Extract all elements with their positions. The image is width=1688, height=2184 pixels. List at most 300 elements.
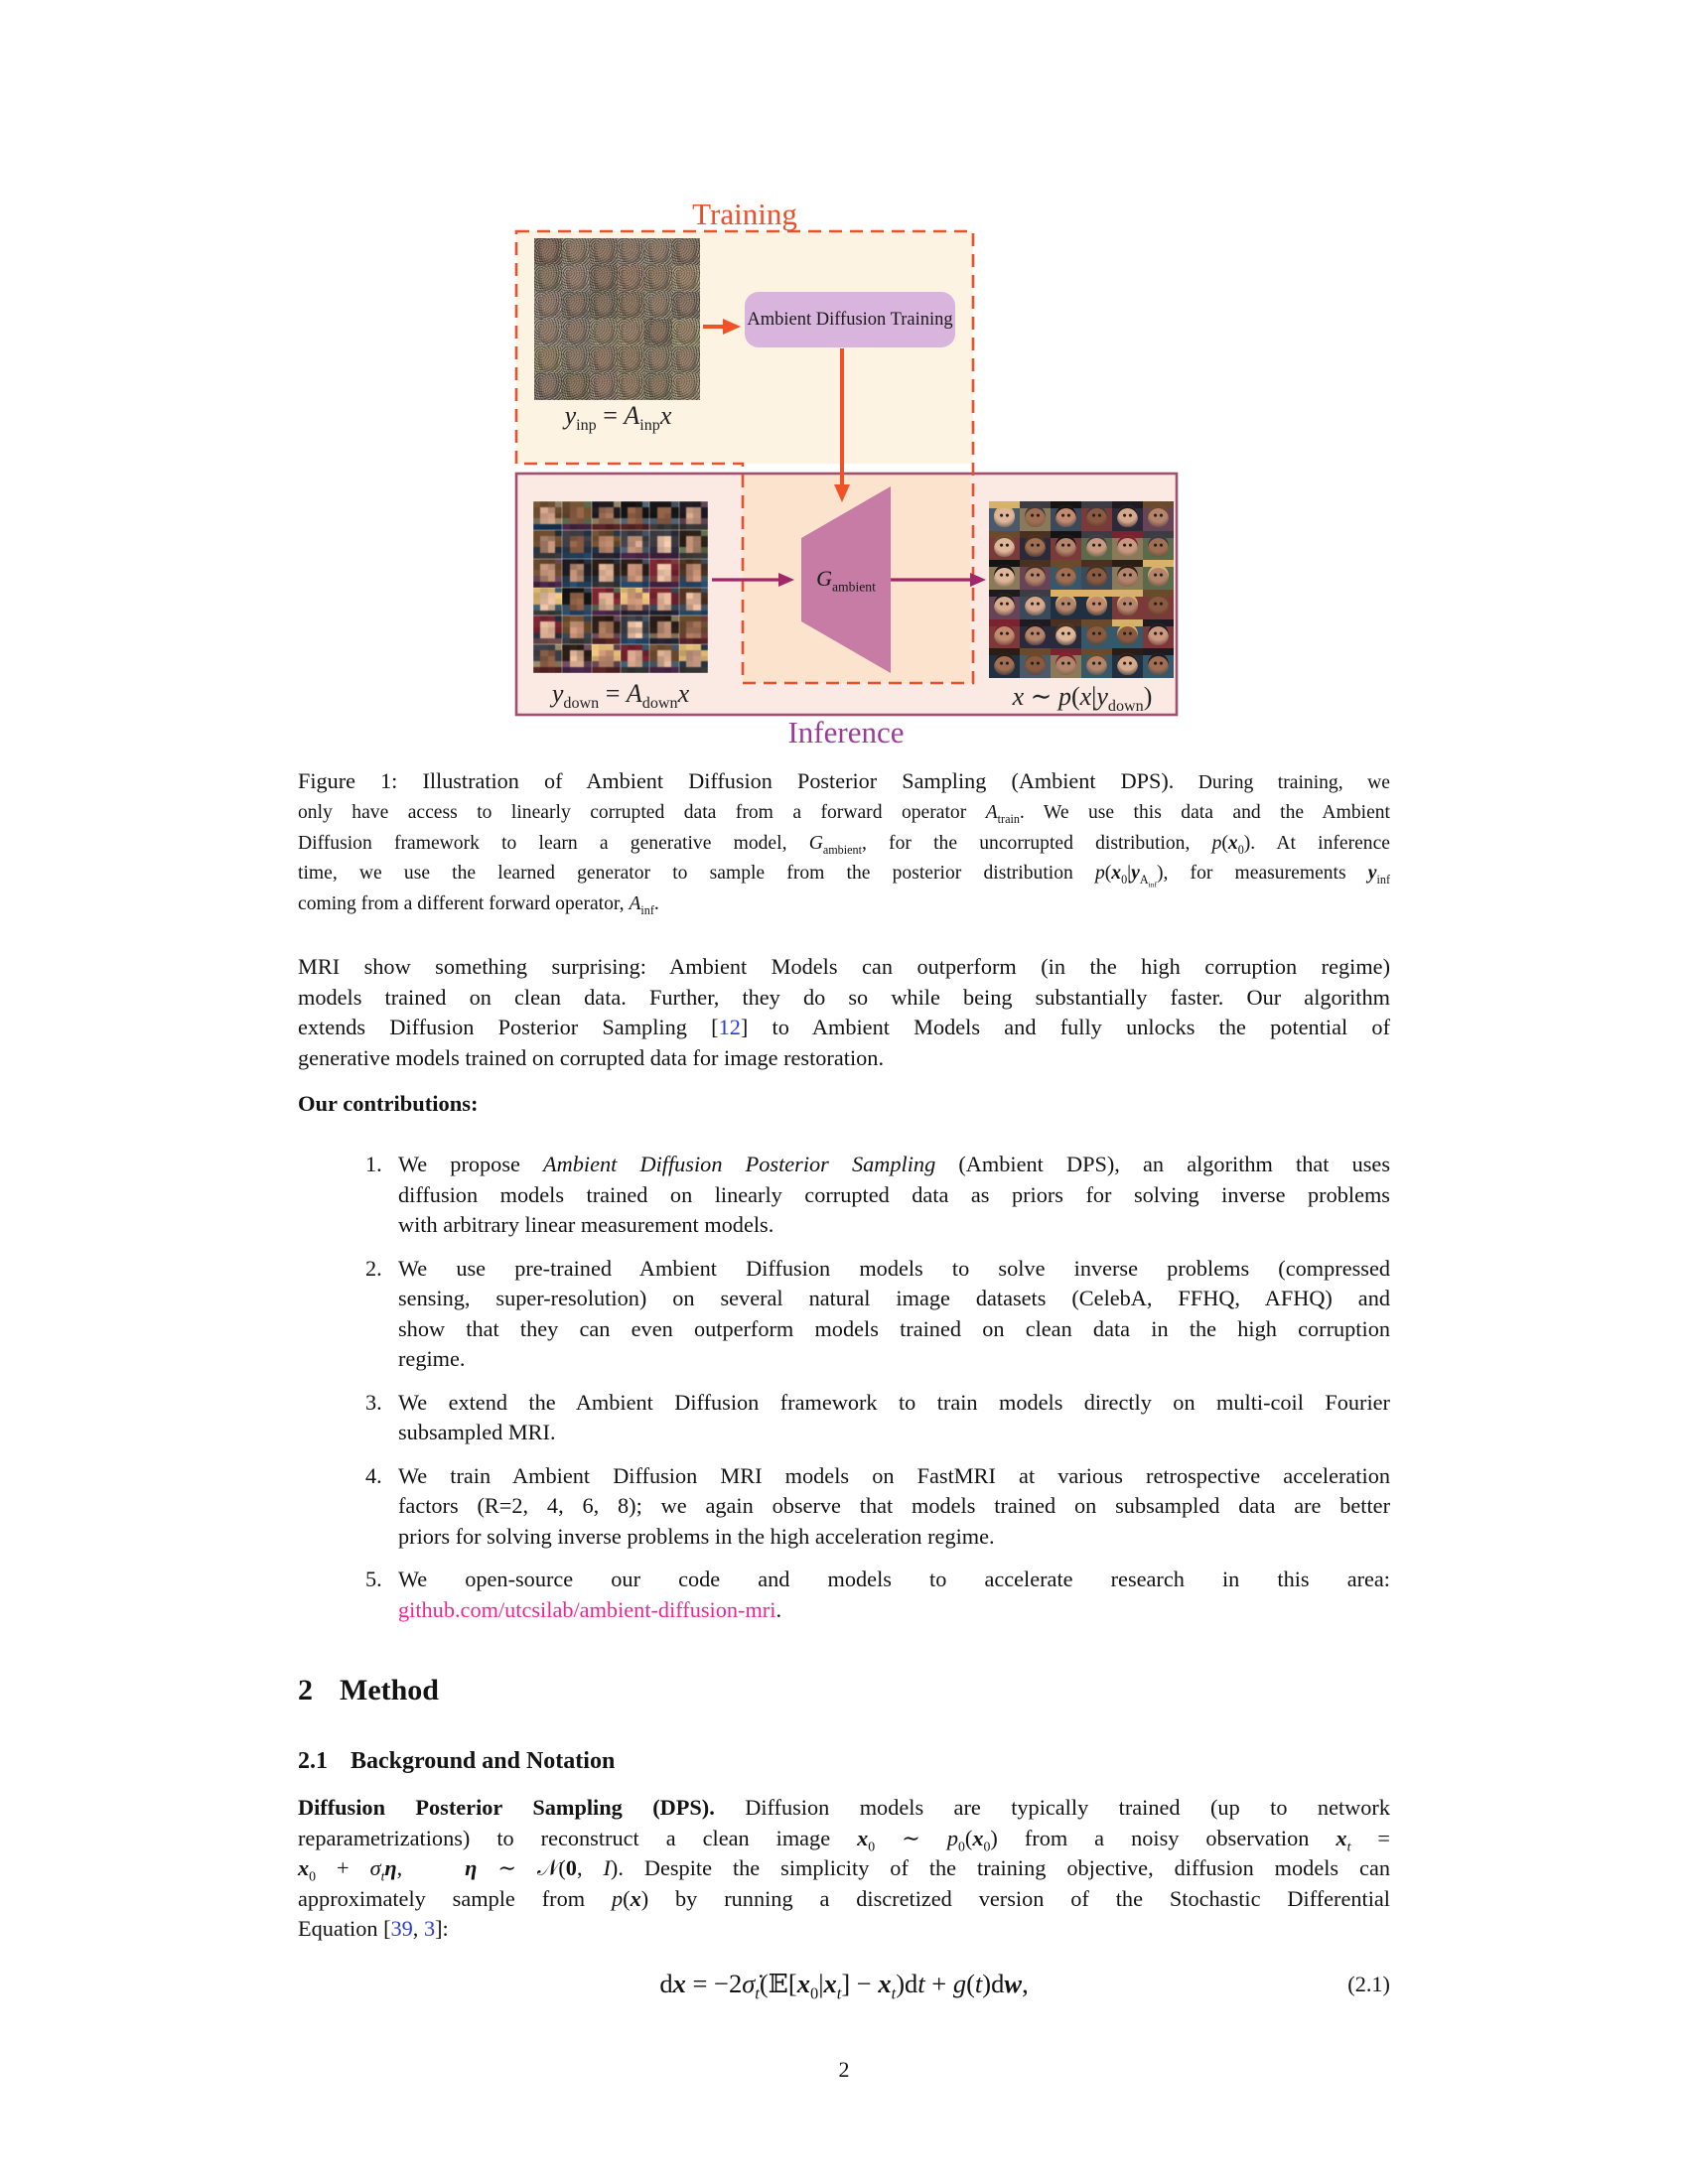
- face-tile: [649, 615, 678, 644]
- face-tile: [649, 588, 678, 616]
- list-item: [365, 1565, 1390, 1625]
- clean-face: [1148, 653, 1168, 675]
- list-item: [365, 1254, 1390, 1375]
- ambient-diffusion-training-box: [745, 292, 955, 347]
- face-tile: [621, 644, 649, 673]
- section-title: Method: [340, 1674, 439, 1706]
- face-tile: [1143, 619, 1174, 649]
- face-tile: [989, 619, 1020, 649]
- list-item: [365, 1150, 1390, 1241]
- face-tile: [562, 346, 590, 373]
- face-tile: [592, 615, 621, 644]
- clean-face: [1086, 505, 1106, 527]
- face-tile: [679, 615, 708, 644]
- pixel-block: [657, 667, 664, 673]
- face-tile: [1112, 648, 1143, 678]
- text-line: MRI show something surprising: Ambient Models can outperform (in the high corruption regime): [298, 954, 1390, 979]
- ghost-face: [566, 322, 586, 344]
- face-tile: [644, 292, 672, 319]
- list-item-number: 1.: [365, 1152, 382, 1176]
- pixelated-face: [679, 588, 708, 616]
- face-tile: [618, 373, 645, 400]
- pixelated-face: [679, 501, 708, 530]
- inpainted-training-images: [534, 238, 700, 400]
- pixel-block: [686, 667, 693, 673]
- posterior-sample-images: [989, 501, 1174, 678]
- inference-label: Inference: [787, 715, 905, 750]
- pixelated-face: [592, 644, 621, 673]
- text-line: factors (R=2, 4, 6, 8); we again observe that models trained on subsampled data are better: [398, 1493, 1390, 1518]
- figure-1: [496, 189, 1192, 764]
- face-tile: [592, 588, 621, 616]
- ghost-face: [676, 267, 696, 290]
- clean-face: [1086, 535, 1106, 557]
- clean-face: [1148, 505, 1168, 527]
- face-tile: [1081, 501, 1112, 531]
- pixelated-face: [621, 559, 649, 588]
- subsection-title: Background and Notation: [351, 1748, 616, 1774]
- face-tile: [989, 590, 1020, 619]
- face-tile: [644, 265, 672, 292]
- face-tile: [590, 346, 618, 373]
- face-tile: [1081, 648, 1112, 678]
- face-tile: [618, 346, 645, 373]
- pixelated-face: [592, 588, 621, 616]
- clean-face: [994, 594, 1014, 615]
- pixel-block: [540, 667, 547, 673]
- pixelated-face: [679, 615, 708, 644]
- ghost-face: [566, 267, 586, 290]
- clean-face: [1148, 565, 1168, 587]
- face-tile: [679, 559, 708, 588]
- page-number: 2: [838, 2057, 850, 2082]
- clean-face: [994, 653, 1014, 675]
- face-tile: [562, 501, 591, 530]
- pixelated-face: [533, 615, 562, 644]
- list-item-number: 2.: [365, 1255, 382, 1281]
- subsection-number: 2.1: [298, 1748, 328, 1774]
- figure-caption: [298, 766, 1390, 919]
- text-line: time, we use the learned generator to sample from the posterior distribution $p(x_0|y_{A_{inf}})$, for measurements $y_{inf}$: [298, 863, 1390, 889]
- ghost-face: [676, 322, 696, 344]
- pixelated-face: [592, 615, 621, 644]
- face-tile: [533, 615, 562, 644]
- face-tile: [679, 530, 708, 559]
- pixelated-face: [562, 501, 591, 530]
- face-tile: [1081, 590, 1112, 619]
- face-tile: [1051, 648, 1081, 678]
- ghost-face: [566, 348, 586, 371]
- clean-face: [1148, 594, 1168, 615]
- text-line: show that they can even outperform models trained on clean data in the high corruption: [398, 1315, 1390, 1341]
- section-heading-method: [298, 1674, 1390, 1707]
- clean-face: [1086, 623, 1106, 645]
- face-tile: [562, 559, 591, 588]
- text-line: We open-source our code and models to accelerate research in this area:: [398, 1567, 1390, 1591]
- pixel-block: [592, 667, 599, 673]
- pixelated-face: [592, 559, 621, 588]
- face-tile: [644, 373, 672, 400]
- face-tile: [533, 530, 562, 559]
- pixel-block: [570, 667, 577, 673]
- training-measurement-equation: $y_{inp} = A_{inp}x$: [564, 401, 672, 435]
- pixel-block: [577, 667, 584, 673]
- text-line: priors for solving inverse problems in the high acceleration regime.: [398, 1523, 995, 1549]
- ghost-face: [621, 267, 640, 290]
- ghost-face: [621, 295, 640, 318]
- clean-face: [1148, 623, 1168, 645]
- ghost-face: [566, 240, 586, 263]
- list-item: [365, 1461, 1390, 1553]
- face-tile: [649, 501, 678, 530]
- face-tile: [562, 588, 591, 616]
- pixel-block: [555, 667, 562, 673]
- face-tile: [672, 319, 700, 345]
- pixelated-face: [592, 501, 621, 530]
- face-tile: [534, 319, 562, 345]
- clean-face: [1055, 594, 1075, 615]
- face-tile: [1020, 590, 1051, 619]
- face-tile: [1112, 560, 1143, 590]
- clean-face: [1055, 623, 1075, 645]
- ghost-face: [676, 240, 696, 263]
- text-line: Diffusion Posterior Sampling (DPS). Diffusion models are typically trained (up to network: [298, 1795, 1390, 1820]
- face-tile: [672, 346, 700, 373]
- pixelated-face: [621, 588, 649, 616]
- face-tile: [618, 292, 645, 319]
- ghost-face: [648, 267, 668, 290]
- text-line: regime.: [398, 1346, 466, 1371]
- pixelated-face: [533, 559, 562, 588]
- posterior-sample-equation: x ∼ $p(x|y_{down})$: [1012, 682, 1153, 716]
- face-tile: [618, 319, 645, 345]
- equation-2-1: [298, 1969, 1390, 2003]
- face-tile: [562, 319, 590, 345]
- pixel-block: [635, 667, 642, 673]
- face-tile: [621, 559, 649, 588]
- generator-label: $G_{ambient}$: [816, 566, 876, 595]
- pixelated-face: [562, 588, 591, 616]
- clean-face: [1055, 565, 1075, 587]
- clean-face: [1025, 653, 1045, 675]
- pixel-block: [701, 667, 708, 673]
- face-tile: [1051, 501, 1081, 531]
- ghost-face: [594, 267, 614, 290]
- text-line: only have access to linearly corrupted data from a forward operator $A_{train}$. We use this data and the Ambient: [298, 802, 1391, 827]
- ghost-face: [648, 240, 668, 263]
- pixel-block: [599, 667, 606, 673]
- text-line: github.com/utcsilab/ambient-diffusion-mri.: [398, 1596, 782, 1622]
- dps-paragraph: [298, 1793, 1390, 1945]
- pixel-block: [562, 667, 569, 673]
- citation-link-39[interactable]: 39: [390, 1916, 413, 1941]
- caption-bold-sentence: Figure 1: Illustration of Ambient Diffusion Posterior Sampling (Ambient DPS).: [298, 768, 1175, 793]
- face-tile: [672, 238, 700, 265]
- face-tile: [562, 265, 590, 292]
- face-tile: [679, 501, 708, 530]
- face-tile: [649, 559, 678, 588]
- pixel-block: [642, 667, 649, 673]
- face-tile: [1112, 590, 1143, 619]
- ghost-face: [676, 348, 696, 371]
- pixel-block: [614, 667, 621, 673]
- contributions-list: [298, 1150, 1390, 1638]
- face-tile: [989, 648, 1020, 678]
- face-tile: [562, 530, 591, 559]
- face-tile: [672, 373, 700, 400]
- pixelated-face: [533, 644, 562, 673]
- face-tile: [592, 644, 621, 673]
- clean-face: [1055, 653, 1075, 675]
- face-tile: [679, 644, 708, 673]
- face-tile: [1051, 619, 1081, 649]
- list-item-number: 4.: [365, 1462, 382, 1488]
- face-tile: [644, 346, 672, 373]
- face-tile: [1020, 531, 1051, 561]
- pixelated-face: [621, 615, 649, 644]
- face-tile: [989, 501, 1020, 531]
- clean-face: [1025, 565, 1045, 587]
- ghost-face: [538, 240, 558, 263]
- clean-face: [1025, 623, 1045, 645]
- face-tile: [1143, 648, 1174, 678]
- pixelated-face: [679, 559, 708, 588]
- pixelated-face: [649, 501, 678, 530]
- ambient-diffusion-training-label: Ambient Diffusion Training: [747, 309, 953, 330]
- pixelated-face: [533, 530, 562, 559]
- list-item-number: 3.: [365, 1389, 382, 1415]
- pixelated-face: [533, 588, 562, 616]
- clean-face: [994, 623, 1014, 645]
- face-tile: [621, 615, 649, 644]
- face-tile: [621, 530, 649, 559]
- face-tile: [644, 238, 672, 265]
- training-label: Training: [692, 197, 797, 231]
- ghost-face: [594, 240, 614, 263]
- ghost-face: [648, 348, 668, 371]
- citation-link-3[interactable]: 3: [423, 1916, 436, 1941]
- face-tile: [649, 644, 678, 673]
- face-tile: [1020, 619, 1051, 649]
- text-line: diffusion models trained on linearly corrupted data as priors for solving inverse problems: [398, 1181, 1390, 1207]
- ghost-face: [538, 267, 558, 290]
- face-tile: [533, 559, 562, 588]
- clean-face: [994, 535, 1014, 557]
- ghost-face: [566, 295, 586, 318]
- pixelated-face: [649, 615, 678, 644]
- equation-body: dx = $-2\sigmȧ_t(𝔼[x_0|x_t] - x_t)dt + g(t)dw$,: [659, 1969, 1029, 2003]
- face-tile: [562, 615, 591, 644]
- ghost-face: [648, 322, 668, 344]
- face-tile: [590, 373, 618, 400]
- face-tile: [989, 531, 1020, 561]
- text-line: We extend the Ambient Diffusion framework to train models directly on multi-coil Fourier: [398, 1389, 1390, 1415]
- face-tile: [621, 588, 649, 616]
- face-tile: [1081, 619, 1112, 649]
- ghost-face: [594, 322, 614, 344]
- text-line: subsampled MRI.: [398, 1420, 556, 1444]
- text-line: with arbitrary linear measurement models.: [398, 1212, 774, 1237]
- face-tile: [534, 346, 562, 373]
- text-line: Equation [39, 3]:: [298, 1916, 449, 1941]
- pixelated-face: [679, 530, 708, 559]
- face-tile: [644, 319, 672, 345]
- face-tile: [562, 292, 590, 319]
- ghost-face: [676, 295, 696, 318]
- face-tile: [1051, 531, 1081, 561]
- ghost-face: [594, 295, 614, 318]
- pixelated-face: [679, 644, 708, 673]
- text-line: generative models trained on corrupted data for image restoration.: [298, 1044, 885, 1070]
- ghost-face: [648, 375, 668, 398]
- text-line: Diffusion framework to learn a generative model, $G_{ambient}$, for the uncorrupted distribution, $p(x_0)$. At inference: [298, 832, 1390, 857]
- ghost-face: [621, 348, 640, 371]
- pixel-block: [628, 667, 634, 673]
- pixelated-face: [533, 501, 562, 530]
- text-line: extends Diffusion Posterior Sampling [12] to Ambient Models and fully unlocks the potential of: [298, 1015, 1390, 1039]
- clean-face: [1117, 653, 1137, 675]
- text-line: sensing, super-resolution) on several natural image datasets (CelebA, FFHQ, AFHQ) and: [398, 1286, 1390, 1310]
- face-tile: [1143, 560, 1174, 590]
- face-tile: [1051, 590, 1081, 619]
- face-tile: [1112, 531, 1143, 561]
- face-tile: [1081, 531, 1112, 561]
- ghost-face: [538, 295, 558, 318]
- face-tile: [649, 530, 678, 559]
- text-line: We propose Ambient Diffusion Posterior Sampling (Ambient DPS), an algorithm that uses: [398, 1152, 1390, 1176]
- face-tile: [1020, 501, 1051, 531]
- face-tile: [592, 559, 621, 588]
- ghost-face: [648, 295, 668, 318]
- ghost-face: [566, 375, 586, 398]
- face-tile: [1143, 501, 1174, 531]
- face-tile: [533, 644, 562, 673]
- pixelated-face: [621, 501, 649, 530]
- clean-face: [1117, 535, 1137, 557]
- clean-face: [1086, 565, 1106, 587]
- face-tile: [592, 530, 621, 559]
- pixelated-face: [562, 644, 591, 673]
- contributions-heading: Our contributions:: [298, 1091, 479, 1116]
- clean-face: [1117, 623, 1137, 645]
- face-tile: [590, 319, 618, 345]
- pixelated-face: [621, 644, 649, 673]
- downsampled-measurement-images: [533, 501, 708, 673]
- pixel-block: [606, 667, 613, 673]
- face-tile: [1020, 560, 1051, 590]
- face-tile: [672, 292, 700, 319]
- intro-paragraph: [298, 952, 1390, 1073]
- pixelated-face: [621, 530, 649, 559]
- clean-face: [1117, 594, 1137, 615]
- clean-face: [1055, 505, 1075, 527]
- pixel-block: [693, 667, 700, 673]
- face-tile: [989, 560, 1020, 590]
- pixel-block: [671, 667, 678, 673]
- text-line: We train Ambient Diffusion MRI models on FastMRI at various retrospective acceleration: [398, 1462, 1390, 1488]
- face-tile: [1020, 648, 1051, 678]
- clean-face: [994, 505, 1014, 527]
- ghost-face: [538, 348, 558, 371]
- face-tile: [534, 265, 562, 292]
- pixelated-face: [562, 615, 591, 644]
- face-tile: [1081, 560, 1112, 590]
- subsection-heading-background: [298, 1748, 1390, 1775]
- list-item-number: 5.: [365, 1567, 382, 1591]
- pixelated-face: [649, 644, 678, 673]
- pixel-block: [664, 667, 671, 673]
- face-tile: [533, 588, 562, 616]
- face-tile: [562, 238, 590, 265]
- face-tile: [562, 644, 591, 673]
- pixel-block: [584, 667, 591, 673]
- pixel-block: [649, 667, 656, 673]
- face-tile: [534, 373, 562, 400]
- face-tile: [562, 373, 590, 400]
- ghost-face: [538, 322, 558, 344]
- clean-face: [1055, 535, 1075, 557]
- face-tile: [590, 292, 618, 319]
- equation-number: (2.1): [1347, 1972, 1390, 1996]
- pixelated-face: [592, 530, 621, 559]
- clean-face: [1086, 653, 1106, 675]
- clean-face: [1148, 535, 1168, 557]
- pixelated-face: [562, 559, 591, 588]
- face-tile: [1112, 619, 1143, 649]
- text-line: approximately sample from p(x) by running a discretized version of the Stochastic Differential: [298, 1885, 1390, 1911]
- text-line: coming from a different forward operator, $A_{inf}$.: [298, 892, 659, 917]
- text-line: Figure 1: Illustration of Ambient Diffusion Posterior Sampling (Ambient DPS). During training, we: [298, 768, 1390, 793]
- pixelated-face: [649, 588, 678, 616]
- pixel-block: [548, 667, 555, 673]
- pixel-block: [533, 667, 540, 673]
- face-tile: [1112, 501, 1143, 531]
- clean-face: [994, 565, 1014, 587]
- clean-face: [1117, 505, 1137, 527]
- face-tile: [672, 265, 700, 292]
- ghost-face: [594, 348, 614, 371]
- face-tile: [1143, 590, 1174, 619]
- citation-link-12[interactable]: 12: [718, 1015, 741, 1039]
- pixel-block: [621, 667, 628, 673]
- ghost-face: [621, 240, 640, 263]
- ghost-face: [594, 375, 614, 398]
- ghost-face: [621, 375, 640, 398]
- clean-face: [1025, 505, 1045, 527]
- face-tile: [1051, 560, 1081, 590]
- list-item: [365, 1388, 1390, 1448]
- text-line: reparametrizations) to reconstruct a clean image $x_0$ ∼ $p_0(x_0)$ from a noisy observation $x_t$ =: [298, 1825, 1390, 1853]
- text-line: $x_0 + \sigma_t\eta$, η ∼ 𝒩(0, I). Despite the simplicity of the training objective, diffusion models can: [298, 1855, 1390, 1884]
- clean-face: [1025, 594, 1045, 615]
- inference-measurement-equation: $y_{down} = A_{down}x$: [551, 679, 690, 713]
- face-tile: [590, 265, 618, 292]
- pixelated-face: [649, 530, 678, 559]
- section-number: 2: [298, 1674, 313, 1706]
- ghost-face: [621, 322, 640, 344]
- pixelated-face: [649, 559, 678, 588]
- pixel-block: [679, 667, 686, 673]
- face-tile: [621, 501, 649, 530]
- face-tile: [533, 501, 562, 530]
- face-tile: [679, 588, 708, 616]
- face-tile: [534, 238, 562, 265]
- face-tile: [534, 292, 562, 319]
- clean-face: [1086, 594, 1106, 615]
- face-tile: [1143, 531, 1174, 561]
- github-link[interactable]: github.com/utcsilab/ambient-diffusion-mri: [398, 1596, 776, 1622]
- ghost-face: [538, 375, 558, 398]
